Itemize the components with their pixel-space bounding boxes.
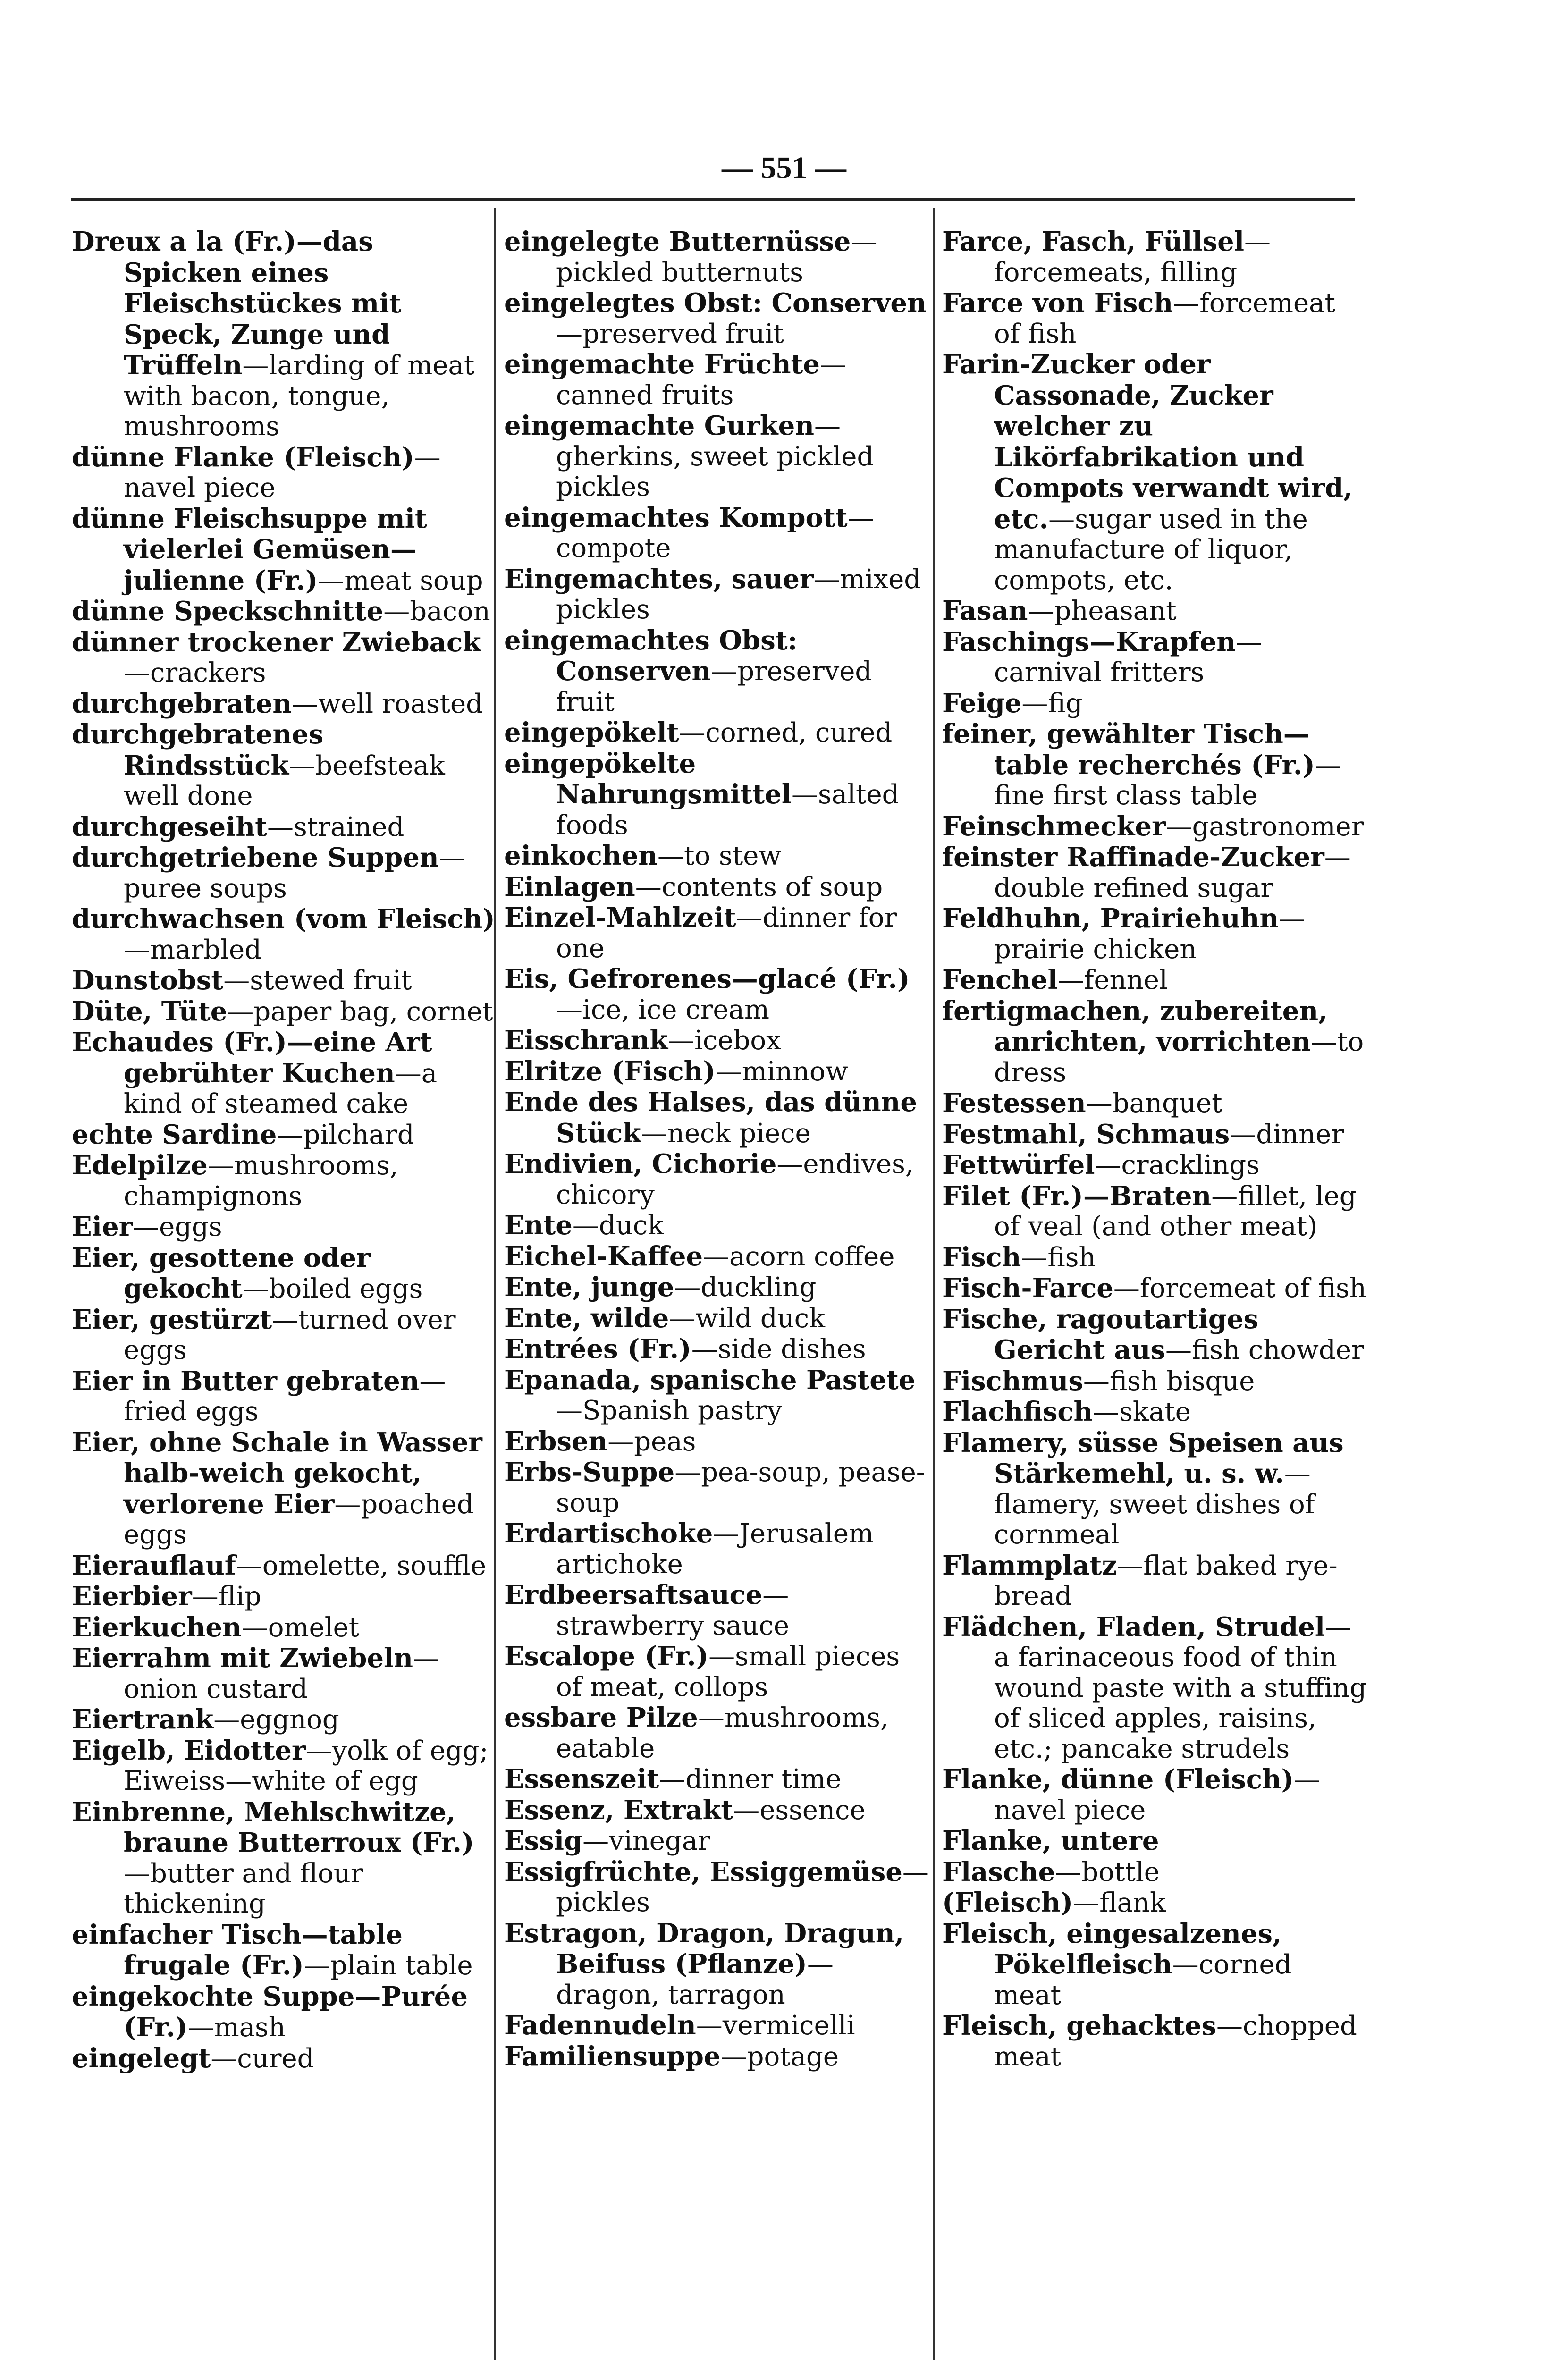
glossary-entry xyxy=(942,1150,1367,1181)
glossary-entry xyxy=(942,1119,1367,1150)
english-translation: —well roasted xyxy=(292,688,483,719)
english-translation: —sugar used in the manufacture of liquor, compots, etc. xyxy=(994,504,1308,596)
german-headword: Erdbeersaftsauce xyxy=(504,1579,763,1610)
german-headword: Fisch-Farce xyxy=(942,1273,1113,1304)
german-headword: Echaudes (Fr.)—eine Art gebrühter Kuchen xyxy=(72,1027,432,1089)
english-translation: —omelet xyxy=(241,1612,360,1643)
english-translation: —essence xyxy=(733,1795,866,1826)
english-translation: —pickled butternuts xyxy=(556,227,877,288)
german-headword: Fische, ragoutartiges Gericht aus xyxy=(942,1303,1259,1365)
glossary-entry xyxy=(72,227,497,442)
glossary-entry xyxy=(504,964,929,1025)
english-translation: —cracklings xyxy=(1095,1150,1260,1180)
german-headword: Einzel-Mahlzeit xyxy=(504,902,736,933)
glossary-entry xyxy=(72,1366,497,1427)
german-headword: Eier in Butter gebraten xyxy=(72,1365,420,1397)
english-translation: —mushrooms, eatable xyxy=(556,1703,889,1764)
glossary-entry xyxy=(504,1241,929,1273)
german-headword: dünner trockener Zwieback xyxy=(72,626,481,658)
glossary-entry xyxy=(72,1243,497,1305)
glossary-entry xyxy=(72,1212,497,1243)
german-headword: Fischmus xyxy=(942,1365,1083,1397)
english-translation: —gastronomer xyxy=(1165,811,1364,842)
german-headword: Endivien, Cichorie xyxy=(504,1148,777,1180)
german-headword: Essenz, Extrakt xyxy=(504,1794,733,1826)
german-headword: Edelpilze xyxy=(72,1150,208,1181)
english-translation: —poached eggs xyxy=(124,1489,474,1550)
german-headword: Eier xyxy=(72,1211,133,1242)
german-headword: Farin-Zucker oder Cassonade, Zucker welcher zu Likörfabrikation und Compots verwandt wird, etc. xyxy=(942,349,1353,535)
english-translation: —peas xyxy=(607,1426,696,1457)
english-translation: —mash xyxy=(187,2012,286,2043)
english-translation: —salted foods xyxy=(556,779,899,841)
glossary-entry xyxy=(504,2010,929,2041)
glossary-entry xyxy=(942,596,1367,627)
english-translation: —navel piece xyxy=(994,1764,1321,1826)
german-headword: Düte, Tüte xyxy=(72,995,228,1027)
german-headword: Eierkuchen xyxy=(72,1611,242,1643)
english-translation: —chopped meat xyxy=(994,2011,1357,2072)
english-translation: —forcemeat of fish xyxy=(1113,1273,1366,1304)
english-translation: —navel piece xyxy=(124,442,441,503)
glossary-entry xyxy=(504,1795,929,1826)
german-headword: Ente, junge xyxy=(504,1272,674,1303)
english-translation: —vermicelli xyxy=(696,2010,855,2041)
german-headword: Eichel-Kaffee xyxy=(504,1240,703,1272)
english-translation: —acorn coffee xyxy=(703,1241,895,1272)
glossary-entry xyxy=(504,1149,929,1210)
glossary-entry xyxy=(504,564,929,625)
english-translation: —a kind of steamed cake xyxy=(124,1058,438,1119)
english-translation: —onion custard xyxy=(124,1643,439,1704)
glossary-entry xyxy=(942,349,1367,596)
english-translation: —minnow xyxy=(715,1056,848,1087)
english-translation: —corned meat xyxy=(994,1949,1292,2011)
english-translation: —crackers xyxy=(124,657,266,688)
english-translation: —bacon xyxy=(383,596,490,627)
english-translation: —fish chowder xyxy=(1165,1335,1364,1365)
english-translation: —wild duck xyxy=(669,1303,826,1334)
german-headword: Eierrahm mit Zwiebeln xyxy=(72,1643,413,1674)
glossary-entry xyxy=(72,627,497,689)
german-headword: essbare Pilze xyxy=(504,1702,698,1733)
english-translation: —banquet xyxy=(1086,1088,1222,1119)
german-headword: Faschings—Krapfen xyxy=(942,626,1236,657)
english-translation: —paper bag, cornet xyxy=(227,996,493,1027)
header-rule xyxy=(71,198,1355,201)
glossary-entry xyxy=(942,1612,1367,1765)
german-headword: eingelegt xyxy=(72,2042,211,2074)
german-headword: Einbrenne, Mehlschwitze, braune Butterroux (Fr.) xyxy=(72,1796,474,1858)
german-headword: Estragon, Dragon, Dragun, Beifuss (Pflanze) xyxy=(504,1917,904,1980)
german-headword: Feldhuhn, Prairiehuhn xyxy=(942,903,1279,934)
glossary-entry xyxy=(72,1736,497,1797)
english-translation: —eggs xyxy=(133,1212,222,1242)
english-translation: —double refined sugar xyxy=(994,842,1351,903)
glossary-entry xyxy=(72,504,497,597)
german-headword: durchgebratenes Rindsstück xyxy=(72,719,324,781)
english-translation: —turned over eggs xyxy=(124,1304,456,1365)
glossary-entry xyxy=(504,1210,929,1241)
glossary-entry xyxy=(942,1764,1367,1826)
english-translation: —endives, chicory xyxy=(556,1149,914,1210)
glossary-entry xyxy=(72,596,497,627)
german-headword: durchwachsen (vom Fleisch) xyxy=(72,903,495,935)
german-headword: Essigfrüchte, Essiggemüse xyxy=(504,1856,902,1888)
german-headword: dünne Flanke (Fleisch) xyxy=(72,441,414,473)
german-headword: Farce von Fisch xyxy=(942,287,1173,319)
english-translation: —duck xyxy=(572,1210,664,1241)
glossary-entry xyxy=(72,965,497,996)
glossary-entry xyxy=(504,872,929,903)
german-headword: Dunstobst xyxy=(72,965,224,996)
glossary-entry xyxy=(504,503,929,564)
page-number: — 551 — xyxy=(722,151,846,185)
english-translation: —marbled xyxy=(124,934,262,965)
glossary-entry xyxy=(504,1518,929,1580)
glossary-entry xyxy=(72,1612,497,1644)
german-headword: Flanke, untere xyxy=(942,1825,1159,1856)
glossary-entry xyxy=(942,1304,1367,1366)
glossary-entry xyxy=(504,411,929,503)
english-translation: —small pieces of meat, collops xyxy=(556,1641,900,1703)
english-translation: —duckling xyxy=(674,1272,817,1303)
german-headword: Fadennudeln xyxy=(504,2010,696,2041)
glossary-entry xyxy=(942,1826,1367,1857)
glossary-entry xyxy=(942,1888,1367,1919)
glossary-entry xyxy=(504,1457,929,1518)
german-headword: eingemachtes Kompott xyxy=(504,502,848,533)
glossary-entry xyxy=(504,1087,929,1149)
glossary-entry xyxy=(72,689,497,720)
glossary-entry xyxy=(942,2011,1367,2072)
german-headword: Essig xyxy=(504,1825,583,1856)
glossary-entry xyxy=(942,1397,1367,1428)
german-headword: Elritze (Fisch) xyxy=(504,1055,716,1087)
english-translation: —omelette, souffle xyxy=(236,1550,487,1581)
glossary-entry xyxy=(504,1826,929,1857)
german-headword: Fleisch, gehacktes xyxy=(942,2010,1216,2041)
german-headword: Flädchen, Fladen, Strudel xyxy=(942,1611,1325,1643)
glossary-entry xyxy=(504,1056,929,1087)
glossary-entry xyxy=(504,1272,929,1303)
glossary-entry xyxy=(504,288,929,349)
english-translation: —prairie chicken xyxy=(994,903,1306,965)
german-headword: Eingemachtes, sauer xyxy=(504,563,814,595)
english-translation: —to stew xyxy=(657,841,782,871)
german-headword: eingemachte Früchte xyxy=(504,349,820,380)
english-translation: —plain table xyxy=(303,1950,473,1981)
german-headword: eingemachtes Obst: Conserven xyxy=(504,624,798,687)
english-translation: —preserved fruit xyxy=(556,656,872,717)
glossary-entry xyxy=(504,1918,929,2011)
english-translation: —to dress xyxy=(994,1027,1364,1088)
glossary-entry xyxy=(942,1919,1367,2011)
glossary-entry xyxy=(942,1428,1367,1551)
english-translation: —fried eggs xyxy=(124,1365,446,1427)
glossary-entry xyxy=(504,1641,929,1703)
english-translation: —fennel xyxy=(1057,965,1168,995)
german-headword: Eis, Gefrorenes—glacé (Fr.) xyxy=(504,963,910,995)
german-headword: fertigmachen, zubereiten, anrichten, vorrichten xyxy=(942,995,1328,1057)
english-translation: —potage xyxy=(720,2041,839,2072)
glossary-entry xyxy=(72,2043,497,2074)
german-headword: Feige xyxy=(942,687,1022,719)
english-translation: —vinegar xyxy=(582,1826,710,1856)
glossary-column-2 xyxy=(504,227,929,2072)
english-translation: —mushrooms, champignons xyxy=(124,1150,398,1212)
german-headword: Festmahl, Schmaus xyxy=(942,1118,1230,1150)
german-headword: Feinschmecker xyxy=(942,810,1166,842)
glossary-entry xyxy=(504,717,929,749)
german-headword: Erdartischoke xyxy=(504,1518,713,1549)
english-translation: —cured xyxy=(211,2043,314,2074)
english-translation: —dragon, tarragon xyxy=(556,1949,834,2010)
german-headword: eingelegtes Obst: Conserven xyxy=(504,287,927,319)
english-translation: —contents of soup xyxy=(635,871,883,902)
english-translation: —fillet, leg of veal (and other meat) xyxy=(994,1180,1357,1242)
german-headword: Festessen xyxy=(942,1087,1086,1119)
glossary-entry xyxy=(504,2041,929,2073)
german-headword: Essenszeit xyxy=(504,1763,659,1795)
german-headword: Flanke, dünne (Fleisch) xyxy=(942,1764,1294,1795)
glossary-entry xyxy=(72,1797,497,1920)
german-headword: Eier, gestürzt xyxy=(72,1304,272,1335)
glossary-entry xyxy=(72,812,497,843)
glossary-entry xyxy=(72,904,497,965)
german-headword: Eierbier xyxy=(72,1581,192,1612)
english-translation: —yolk of egg; Eiweiss—white of egg xyxy=(124,1735,489,1796)
glossary-entry xyxy=(942,719,1367,811)
german-headword: Dreux a la (Fr.)—das Spicken eines Fleischstückes mit Speck, Zunge und Trüffeln xyxy=(72,226,402,381)
english-translation: —dinner time xyxy=(659,1764,842,1795)
german-headword: Farce, Fasch, Füllsel xyxy=(942,226,1244,257)
german-headword: Familiensuppe xyxy=(504,2040,721,2072)
glossary-entry xyxy=(72,1704,497,1736)
german-headword: Ende des Halses, das dünne Stück xyxy=(504,1087,918,1149)
english-translation: —stewed fruit xyxy=(223,965,412,996)
column-divider xyxy=(933,208,935,2360)
german-headword: Flasche xyxy=(942,1856,1055,1888)
glossary-entry xyxy=(504,1365,929,1426)
german-headword: eingekochte Suppe—Purée (Fr.) xyxy=(72,1981,468,2043)
german-headword: Eigelb, Eidotter xyxy=(72,1735,306,1766)
english-translation: —side dishes xyxy=(691,1334,866,1365)
glossary-column-1 xyxy=(72,227,497,2074)
german-headword: Ente, wilde xyxy=(504,1302,669,1334)
german-headword: Fasan xyxy=(942,595,1028,626)
glossary-entry xyxy=(72,1581,497,1612)
glossary-entry xyxy=(942,1242,1367,1273)
english-translation: —corned, cured xyxy=(679,717,893,748)
german-headword: dünne Fleischsuppe mit vielerlei Gemüsen—julienne (Fr.) xyxy=(72,503,427,596)
glossary-entry xyxy=(942,1273,1367,1304)
english-translation: —strained xyxy=(267,811,405,843)
german-headword: Flamery, süsse Speisen aus Stärkemehl, u. s. w. xyxy=(942,1427,1344,1489)
german-headword: Fenchel xyxy=(942,964,1058,995)
english-translation: —forcemeat of fish xyxy=(994,288,1336,349)
german-headword: Erbs-Suppe xyxy=(504,1457,675,1488)
german-headword: echte Sardine xyxy=(72,1119,277,1150)
glossary-entry xyxy=(942,965,1367,996)
glossary-entry xyxy=(942,842,1367,903)
german-headword: eingelegte Butternüsse xyxy=(504,226,851,257)
english-translation: —flank xyxy=(1073,1888,1166,1918)
english-translation: —larding of meat with bacon, tongue, mushrooms xyxy=(124,350,475,442)
glossary-entry xyxy=(72,1027,497,1120)
glossary-entry xyxy=(504,1857,929,1918)
german-headword: Eierauflauf xyxy=(72,1550,236,1581)
german-headword: feinster Raffinade-Zucker xyxy=(942,842,1324,873)
english-translation: —neck piece xyxy=(641,1118,811,1149)
german-headword: eingemachte Gurken xyxy=(504,410,814,441)
glossary-entry xyxy=(504,625,929,718)
english-translation: —mixed pickles xyxy=(556,564,921,625)
glossary-entry xyxy=(942,811,1367,843)
english-translation: —beefsteak well done xyxy=(124,750,445,811)
glossary-entry xyxy=(504,349,929,411)
english-translation: —puree soups xyxy=(124,843,465,904)
glossary-entry xyxy=(504,749,929,841)
english-translation: —gherkins, sweet pickled pickles xyxy=(556,411,874,502)
glossary-entry xyxy=(504,1334,929,1365)
english-translation: —pickles xyxy=(556,1856,929,1918)
glossary-entry xyxy=(942,903,1367,965)
glossary-entry xyxy=(72,719,497,812)
german-headword: dünne Speckschnitte xyxy=(72,596,384,627)
glossary-column-3 xyxy=(942,227,1367,2072)
english-translation: —Spanish pastry xyxy=(556,1395,783,1426)
english-translation: —a farinaceous food of thin wound paste with a stuffing of sliced apples, raisins, etc.; pancake strudels xyxy=(994,1611,1367,1764)
english-translation: —eggnog xyxy=(213,1704,339,1735)
glossary-entry xyxy=(942,227,1367,288)
english-translation: —icebox xyxy=(668,1025,781,1056)
german-headword: Eier, ohne Schale in Wasser halb-weich gekocht, verlorene Eier xyxy=(72,1426,482,1520)
german-headword: Eier, gesottene oder gekocht xyxy=(72,1242,371,1304)
german-headword: Eisschrank xyxy=(504,1025,668,1056)
english-translation: —dinner xyxy=(1230,1119,1344,1150)
german-headword: einfacher Tisch—table frugale (Fr.) xyxy=(72,1919,403,1981)
glossary-entry xyxy=(942,1366,1367,1397)
glossary-entry xyxy=(942,1551,1367,1612)
english-translation: —skate xyxy=(1093,1397,1191,1427)
glossary-entry xyxy=(72,1643,497,1704)
english-translation: —pheasant xyxy=(1028,596,1177,626)
german-headword: einkochen xyxy=(504,840,658,871)
glossary-entry xyxy=(942,1088,1367,1119)
glossary-entry xyxy=(942,1857,1367,1888)
german-headword: Filet (Fr.)—Braten xyxy=(942,1180,1212,1212)
english-translation: —fig xyxy=(1021,688,1083,719)
glossary-entry xyxy=(72,1120,497,1151)
glossary-entry xyxy=(942,288,1367,349)
english-translation: —fish xyxy=(1021,1242,1096,1273)
english-translation: —dinner for one xyxy=(556,902,897,964)
glossary-entry xyxy=(942,996,1367,1088)
german-headword: Erbsen xyxy=(504,1425,608,1457)
english-translation: —pilchard xyxy=(277,1119,414,1150)
german-headword: Fleisch, eingesalzenes, Pökelfleisch xyxy=(942,1918,1282,1980)
english-translation: —boiled eggs xyxy=(242,1273,423,1304)
english-translation: —flamery, sweet dishes of cornmeal xyxy=(994,1458,1315,1550)
english-translation: —strawberry sauce xyxy=(556,1580,789,1641)
glossary-entry xyxy=(942,1181,1367,1242)
glossary-entry xyxy=(504,841,929,872)
glossary-entry xyxy=(72,996,497,1028)
english-translation: —ice, ice cream xyxy=(556,994,769,1025)
english-translation: —compote xyxy=(556,502,874,564)
english-translation: —canned fruits xyxy=(556,349,847,411)
english-translation: —forcemeats, filling xyxy=(994,227,1271,288)
glossary-entry xyxy=(504,227,929,288)
glossary-entry xyxy=(72,1920,497,1981)
german-headword: (Fleisch) xyxy=(942,1887,1073,1918)
german-headword: Eiertrank xyxy=(72,1704,214,1735)
english-translation: —preserved fruit xyxy=(556,318,784,349)
german-headword: durchgetriebene Suppen xyxy=(72,842,439,873)
english-translation: —pea-soup, pease-soup xyxy=(556,1457,925,1518)
german-headword: Flachfisch xyxy=(942,1396,1093,1427)
glossary-entry xyxy=(504,1580,929,1641)
german-headword: eingepökelte Nahrungsmittel xyxy=(504,748,792,810)
glossary-entry xyxy=(72,843,497,904)
glossary-entry xyxy=(72,1981,497,2043)
english-translation: —fish bisque xyxy=(1083,1365,1255,1397)
english-translation: —flip xyxy=(192,1581,261,1612)
glossary-entry xyxy=(504,1303,929,1334)
german-headword: Fisch xyxy=(942,1241,1021,1273)
english-translation: —fine first class table xyxy=(994,750,1341,811)
glossary-entry xyxy=(72,1551,497,1582)
german-headword: eingepökelt xyxy=(504,717,679,748)
german-headword: durchgebraten xyxy=(72,688,292,719)
glossary-entry xyxy=(504,1703,929,1764)
german-headword: durchgeseiht xyxy=(72,811,267,843)
english-translation: —carnival fritters xyxy=(994,626,1263,688)
glossary-entry xyxy=(72,442,497,504)
glossary-entry xyxy=(504,1764,929,1795)
glossary-entry xyxy=(942,627,1367,688)
glossary-entry xyxy=(72,1305,497,1366)
glossary-entry xyxy=(504,1426,929,1458)
english-translation: —meat soup xyxy=(318,565,483,596)
german-headword: Flammplatz xyxy=(942,1550,1117,1581)
english-translation: —bottle xyxy=(1055,1856,1160,1888)
glossary-entry xyxy=(504,902,929,964)
german-headword: Einlagen xyxy=(504,871,635,902)
english-translation: —Jerusalem artichoke xyxy=(556,1518,874,1580)
english-translation: —butter and flour thickening xyxy=(124,1858,363,1919)
german-headword: Epanada, spanische Pastete xyxy=(504,1364,916,1396)
german-headword: Entrées (Fr.) xyxy=(504,1333,691,1365)
glossary-entry xyxy=(72,1427,497,1551)
glossary-entry xyxy=(504,1025,929,1056)
german-headword: Fettwürfel xyxy=(942,1149,1095,1180)
glossary-entry xyxy=(72,1150,497,1212)
english-translation: —flat baked rye-bread xyxy=(994,1550,1338,1611)
german-headword: Escalope (Fr.) xyxy=(504,1641,709,1672)
german-headword: feiner, gewählter Tisch—table recherchés (Fr.) xyxy=(942,718,1315,781)
glossary-entry xyxy=(942,688,1367,719)
german-headword: Ente xyxy=(504,1210,573,1241)
